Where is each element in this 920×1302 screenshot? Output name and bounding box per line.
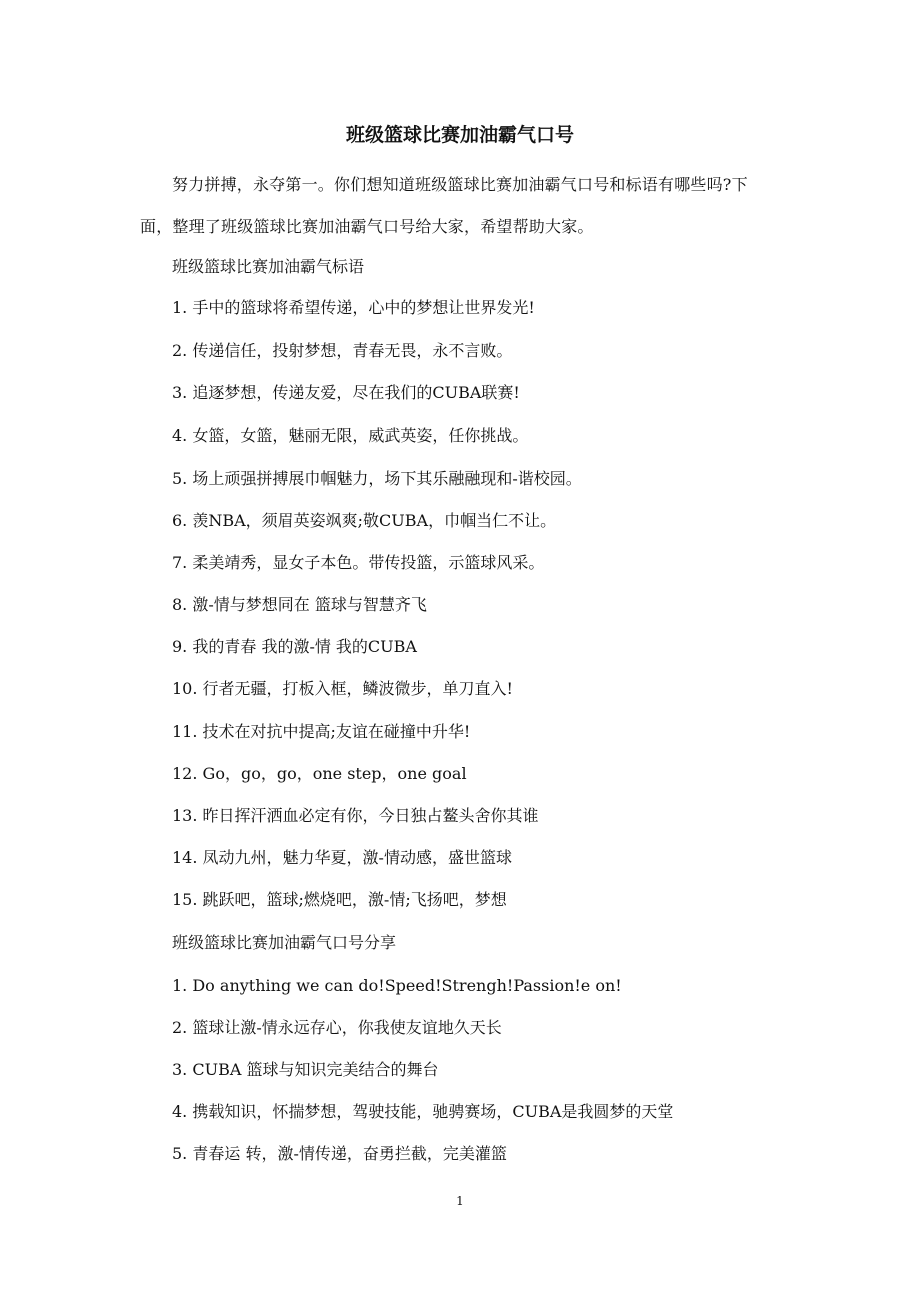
slogan-item: 8. 激-情与梦想同在 篮球与智慧齐飞: [172, 595, 427, 614]
slogan-item: 15. 跳跃吧，篮球;燃烧吧，激-情;飞扬吧，梦想: [172, 890, 507, 909]
slogan-item: 3. 追逐梦想，传递友爱，尽在我们的CUBA联赛!: [172, 383, 520, 402]
slogan-item: 2. 传递信任，投射梦想，青春无畏，永不言败。: [172, 341, 513, 360]
slogan-item: 10. 行者无疆，打板入框，鳞波微步，单刀直入!: [172, 679, 513, 698]
page-number: 1: [456, 1194, 464, 1208]
section-heading-cheers: 班级篮球比赛加油霸气口号分享: [172, 933, 397, 952]
slogan-item: 6. 羡NBA，须眉英姿飒爽;敬CUBA，巾帼当仁不让。: [172, 511, 557, 530]
slogan-item: 12. Go，go，go，one step，one goal: [172, 764, 467, 783]
page-title: 班级篮球比赛加油霸气口号: [345, 124, 574, 146]
cheer-item: 5. 青春运 转，激-情传递，奋勇拦截，完美灌篮: [172, 1144, 507, 1163]
cheer-item: 1. Do anything we can do!Speed!Strengh!Passion!e on!: [172, 976, 622, 995]
cheer-item: 3. CUBA 篮球与知识完美结合的舞台: [172, 1060, 439, 1079]
cheer-item: 2. 篮球让激-情永远存心，你我使友谊地久天长: [172, 1018, 502, 1037]
slogan-item: 11. 技术在对抗中提高;友谊在碰撞中升华!: [172, 722, 471, 741]
slogan-item: 14. 凤动九州，魅力华夏，激-情动感，盛世篮球: [172, 848, 512, 867]
intro-paragraph: 努力拼搏，永夺第一。你们想知道班级篮球比赛加油霸气口号和标语有哪些吗?下面，整理了班级篮球比赛加油霸气口号给大家，希望帮助大家。: [140, 175, 748, 236]
section-heading-slogans: 班级篮球比赛加油霸气标语: [172, 257, 365, 276]
slogan-item: 7. 柔美靖秀，显女子本色。带传投篮，示篮球风采。: [172, 553, 545, 572]
slogan-item: 9. 我的青春 我的激-情 我的CUBA: [172, 637, 417, 656]
slogan-item: 1. 手中的篮球将希望传递，心中的梦想让世界发光!: [172, 298, 535, 317]
cheer-item: 4. 携载知识，怀揣梦想，驾驶技能，驰骋赛场，CUBA是我圆梦的天堂: [172, 1102, 674, 1121]
slogan-item: 4. 女篮，女篮，魅丽无限，威武英姿，任你挑战。: [172, 426, 529, 445]
slogan-item: 13. 昨日挥汗洒血必定有你，今日独占鳌头舍你其谁: [172, 806, 539, 825]
slogan-item: 5. 场上顽强拼搏展巾帼魅力，场下其乐融融现和-谐校园。: [172, 469, 582, 488]
